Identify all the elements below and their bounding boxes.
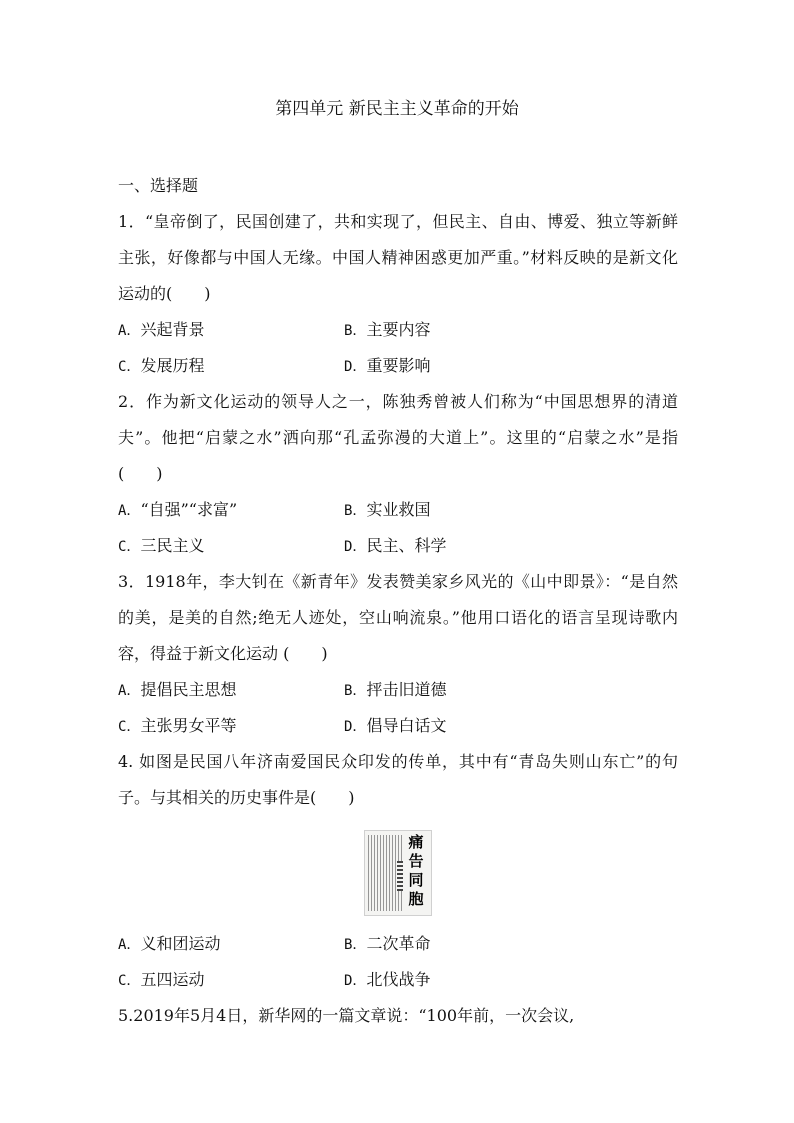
question-3 bbox=[118, 564, 678, 744]
option-letter: A． bbox=[118, 937, 141, 953]
option-text: 北伐战争 bbox=[366, 970, 431, 989]
option-a bbox=[118, 312, 344, 348]
option-text: 三民主义 bbox=[140, 536, 205, 555]
option-letter: A． bbox=[118, 323, 141, 339]
question-list bbox=[118, 168, 678, 1034]
option-text: 义和团运动 bbox=[140, 934, 221, 953]
option-letter: B． bbox=[344, 323, 367, 339]
option-c bbox=[118, 708, 344, 744]
question-1-stem: 1．“皇帝倒了，民国创建了，共和实现了，但民主、自由、博爱、独立等新鲜主张，好像都与中国人无缘。中国人精神困惑更加严重。”材料反映的是新文化运动的( ) bbox=[118, 212, 678, 303]
option-c bbox=[118, 962, 344, 998]
option-b bbox=[344, 492, 570, 528]
options-row bbox=[118, 528, 678, 564]
option-b bbox=[344, 312, 570, 348]
option-b bbox=[344, 672, 570, 708]
leaflet-heading: 痛告同胞 bbox=[408, 833, 424, 908]
option-letter: D． bbox=[344, 539, 367, 555]
option-text: 发展历程 bbox=[140, 356, 205, 375]
options-row bbox=[118, 672, 678, 708]
option-letter: D． bbox=[344, 973, 367, 989]
question-5 bbox=[118, 998, 678, 1034]
options-row bbox=[118, 926, 678, 962]
option-text: 主张男女平等 bbox=[140, 716, 237, 735]
options-row bbox=[118, 708, 678, 744]
option-text: “自强”“求富” bbox=[140, 500, 238, 519]
option-c bbox=[118, 348, 344, 384]
question-4-stem: 4. 如图是民国八年济南爱国民众印发的传单，其中有“青岛失则山东亡”的句子。与其相关的历史事件是( ) bbox=[118, 752, 678, 807]
option-letter: C． bbox=[118, 539, 141, 555]
option-text: 重要影响 bbox=[366, 356, 431, 375]
option-a bbox=[118, 492, 344, 528]
option-letter: B． bbox=[344, 503, 367, 519]
option-letter: C． bbox=[118, 359, 141, 375]
question-3-stem: 3．1918年，李大钊在《新青年》发表赞美家乡风光的《山中即景》：“是自然的美，是美的自然;绝无人迹处，空山响流泉。”他用口语化的语言呈现诗歌内容，得益于新文化运动 ( ) bbox=[118, 572, 678, 663]
options-row bbox=[118, 348, 678, 384]
options-row bbox=[118, 962, 678, 998]
option-d bbox=[344, 528, 570, 564]
option-text: 兴起背景 bbox=[140, 320, 205, 339]
option-text: 实业救国 bbox=[366, 500, 431, 519]
option-text: 主要内容 bbox=[366, 320, 431, 339]
question-5-stem: 5.2019年5月4日，新华网的一篇文章说：“100年前，一次会议, bbox=[118, 1006, 575, 1025]
option-letter: A． bbox=[118, 683, 141, 699]
question-2 bbox=[118, 384, 678, 564]
option-letter: B． bbox=[344, 683, 367, 699]
option-d bbox=[344, 708, 570, 744]
option-d bbox=[344, 348, 570, 384]
option-text: 抨击旧道德 bbox=[366, 680, 447, 699]
option-text: 民主、科学 bbox=[366, 536, 447, 555]
options-row bbox=[118, 492, 678, 528]
option-letter: A． bbox=[118, 503, 141, 519]
section-heading: 一、选择题 bbox=[118, 176, 199, 195]
question-1 bbox=[118, 204, 678, 384]
option-text: 五四运动 bbox=[140, 970, 205, 989]
leaflet-figure bbox=[118, 822, 678, 926]
option-letter: D． bbox=[344, 359, 367, 375]
question-4 bbox=[118, 744, 678, 998]
option-letter: D． bbox=[344, 719, 367, 735]
page-title: 第四单元 新民主主义革命的开始 bbox=[275, 99, 519, 119]
option-d bbox=[344, 962, 570, 998]
option-a bbox=[118, 926, 344, 962]
leaflet-image bbox=[364, 830, 432, 916]
option-b bbox=[344, 926, 570, 962]
options-row bbox=[118, 312, 678, 348]
option-letter: C． bbox=[118, 719, 141, 735]
option-text: 倡导白话文 bbox=[366, 716, 447, 735]
option-letter: C． bbox=[118, 973, 141, 989]
question-2-stem: 2．作为新文化运动的领导人之一，陈独秀曾被人们称为“中国思想界的清道夫”。他把“启蒙之水”洒向那“孔孟弥漫的大道上”。这里的“启蒙之水”是指( ) bbox=[118, 392, 678, 483]
option-text: 提倡民主思想 bbox=[140, 680, 237, 699]
option-a bbox=[118, 672, 344, 708]
option-c bbox=[118, 528, 344, 564]
option-text: 二次革命 bbox=[366, 934, 431, 953]
option-letter: B． bbox=[344, 937, 367, 953]
